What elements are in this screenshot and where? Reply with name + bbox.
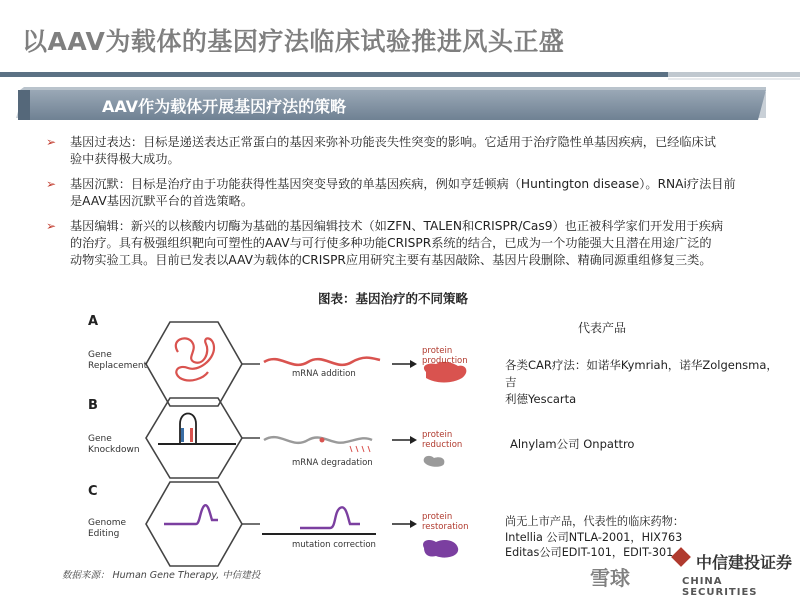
section-title: AAV作为载体开展基因疗法的策略 xyxy=(102,97,347,116)
outcome-label-c xyxy=(422,512,468,532)
bullet-text-line: 基因沉默：目标是治疗由于功能获得性基因突变导致的单基因疾病，例如亨廷顿病（Huntington disease）。RNAi疗法目前 xyxy=(70,177,736,191)
arrow-a-icon xyxy=(410,360,417,368)
page-title: 以AAV为载体的基因疗法临床试验推进风头正盛 xyxy=(22,27,565,56)
figure-caption: 图表：基因治疗的不同策略 xyxy=(318,291,469,306)
row-label-c xyxy=(88,518,126,540)
representative-line: 尚无上市产品，代表性的临床药物： xyxy=(505,515,685,528)
hexagon-b-icon xyxy=(146,398,242,478)
bullet-text-line: 基因编辑：新兴的以核酸内切酶为基础的基因编辑技术（如ZFN、TALEN和CRISPR/Cas9）也正被科学家们开发用于疾病 xyxy=(70,219,724,233)
process-label-b: mRNA degradation xyxy=(292,458,373,468)
row-label-a xyxy=(88,350,147,372)
arrow-b-icon xyxy=(410,436,417,444)
row-label-line: Genome xyxy=(88,518,127,528)
arrow-bullet-icon: ➢ xyxy=(46,135,57,149)
row-label-line: Knockdown xyxy=(88,445,140,455)
representative-line: 各类CAR疗法：如诺华Kymriah，诺华Zolgensma，吉 xyxy=(505,358,778,389)
outcome-line: production xyxy=(422,356,468,366)
data-source: 数据来源： Human Gene Therapy, 中信建投 xyxy=(62,570,261,581)
representative-b: Alnylam公司 Onpattro xyxy=(510,437,635,451)
mutation-correction-strand xyxy=(300,507,360,528)
row-label-line: Gene xyxy=(88,350,112,360)
outcome-line: protein xyxy=(422,512,453,522)
representative-line: Editas公司EDIT-101，EDIT-301 xyxy=(505,546,674,559)
editing-dna-icon xyxy=(164,505,218,524)
logo-english: CHINA SECURITIES xyxy=(682,576,758,598)
bullet-text-line: 的治疗。具有极强组织靶向可塑性的AAV与可行使多种功能CRISPR系统的结合，已成为一个功能强大且潜在用途广泛的 xyxy=(70,236,712,250)
representative-a xyxy=(505,357,780,408)
row-label-line: Gene xyxy=(88,434,112,444)
outcome-label-b xyxy=(422,430,462,450)
outcome-line: reduction xyxy=(422,440,463,450)
representative-line: Intellia 公司NTLA-2001，HIX763 xyxy=(505,530,683,544)
row-label-line: Editing xyxy=(88,529,120,539)
row-letter-c: C xyxy=(88,484,98,499)
process-label-c: mutation correction xyxy=(292,540,376,550)
row-letter-a: A xyxy=(88,314,99,329)
bullet-text-line: 验中获得极大成功。 xyxy=(70,152,180,166)
row-letter-b: B xyxy=(88,398,98,413)
mrna-degradation-wave xyxy=(264,437,372,443)
logo-name: 中信建投证券 xyxy=(696,553,793,572)
outcome-label-a xyxy=(422,346,468,366)
row-label-line: Replacement xyxy=(88,361,148,371)
watermark-text: 雪球 xyxy=(590,566,630,590)
arrow-bullet-icon: ➢ xyxy=(46,177,57,191)
bullet-text-line: 基因过表达：目标是递送表达正常蛋白的基因来弥补功能丧失性突变的影响。它适用于治疗隐性单基因疾病，已经临床试 xyxy=(70,135,716,149)
protein-c-icon xyxy=(423,540,458,558)
bullet-text-line: 是AAV基因沉默平台的首选策略。 xyxy=(70,194,254,208)
outcome-line: protein xyxy=(422,430,453,440)
hexagon-a-icon xyxy=(146,322,242,406)
process-label-a: mRNA addition xyxy=(292,369,356,379)
arrow-bullet-icon: ➢ xyxy=(46,219,57,233)
bullet-text-line: 动物实验工具。目前已发表以AAV为载体的CRISPR应用研究主要有基因敲除、基因片段删除、精确同源重组修复三类。 xyxy=(70,253,712,267)
protein-b-icon xyxy=(424,456,445,467)
replacement-dna-icon xyxy=(176,338,214,380)
representative-line: 利德Yescarta xyxy=(505,392,577,406)
outcome-line: restoration xyxy=(422,522,469,532)
arrow-c-icon xyxy=(410,520,417,528)
representative-header: 代表产品 xyxy=(578,321,627,335)
row-label-b xyxy=(88,434,140,456)
outcome-line: protein xyxy=(422,346,453,356)
mrna-addition-wave xyxy=(264,358,380,365)
